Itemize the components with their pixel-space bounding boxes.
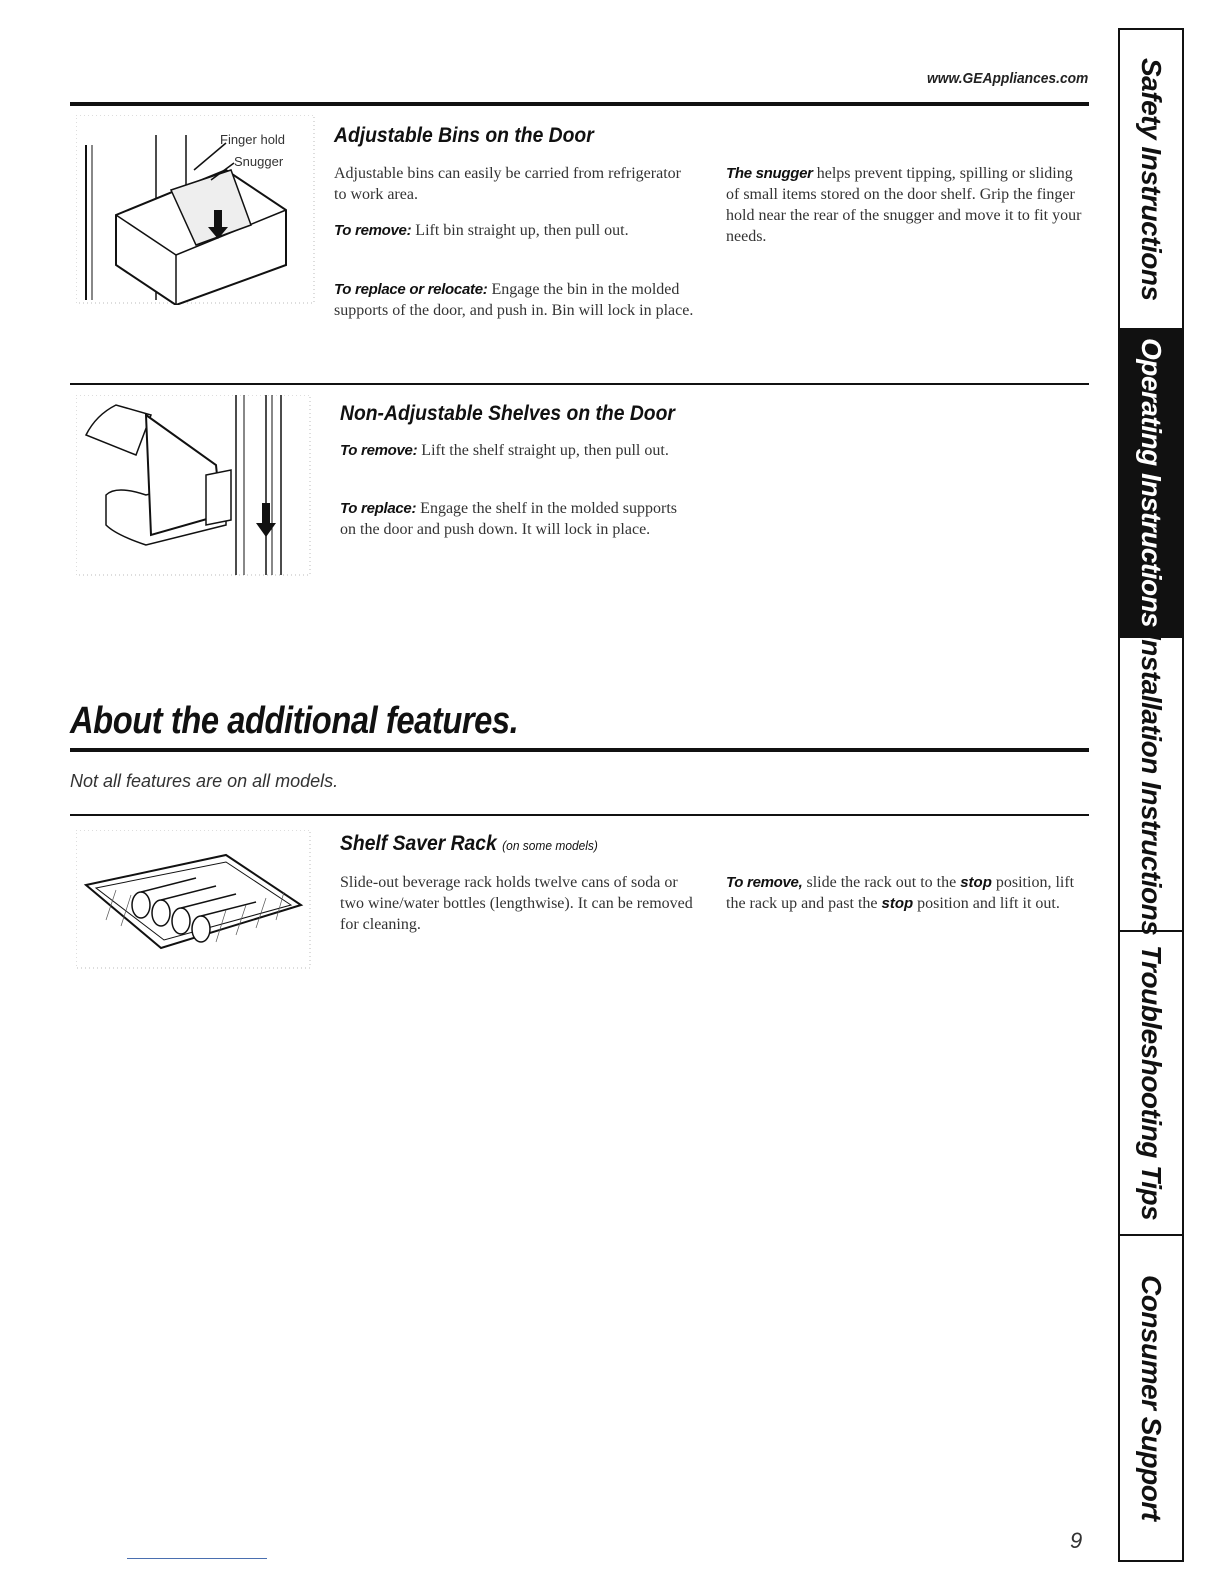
section-title-shelf-saver-rack: [340, 832, 598, 856]
remove-lead: To remove:: [334, 222, 412, 239]
section-tabs: [1118, 28, 1184, 1562]
page-title: About the additional features.: [70, 700, 519, 742]
remove-text-3b: position, lift the rack up and past the: [726, 874, 1075, 912]
section-rule-2: [70, 814, 1089, 816]
non-adjustable-replace: [340, 498, 696, 540]
remove-text-2: Lift the shelf straight up, then pull out.: [417, 442, 669, 459]
shelf-saver-remove: [726, 872, 1080, 914]
footer-line: [127, 1558, 267, 1559]
snugger-text: helps prevent tipping, spilling or sliding of small items stored on the door shelf. Grip the finger hold near the rear of the snugger and move it to fit your needs.: [726, 165, 1082, 245]
tab-operating-instructions[interactable]: [1120, 330, 1182, 638]
non-adjustable-remove: [340, 440, 680, 461]
tab-label: Safety Instructions: [1136, 57, 1167, 301]
replace-lead: To replace or relocate:: [334, 281, 488, 298]
tab-safety-instructions[interactable]: [1120, 30, 1182, 330]
door-shelf-illustration: [76, 395, 312, 577]
replace-text-2: Engage the shelf in the molded supports on the door and push down. It will lock in place.: [340, 500, 678, 538]
remove-text-3a: slide the rack out to the: [802, 874, 961, 891]
replace-text: Engage the bin in the molded supports of the door, and push in. Bin will lock in place.: [334, 281, 694, 319]
title-rule: [70, 748, 1089, 752]
finger-hold-label: Finger hold: [220, 132, 286, 147]
tab-label: Operating Instructions: [1136, 338, 1167, 628]
header-rule: [70, 102, 1089, 106]
remove-text: Lift bin straight up, then pull out.: [411, 222, 629, 239]
snugger-label: Snugger: [234, 154, 284, 169]
website-url: www.GEAppliances.com: [926, 70, 1088, 87]
section-title-non-adjustable-shelves: Non-Adjustable Shelves on the Door: [340, 402, 675, 425]
replace-lead-2: To replace:: [340, 500, 417, 517]
shelf-saver-title-note: (on some models): [502, 838, 598, 853]
shelf-saver-title: Shelf Saver Rack: [340, 832, 497, 855]
tab-label: Installation Instructions: [1136, 632, 1167, 936]
shelf-saver-rack-illustration: [76, 830, 312, 970]
tab-label: Troubleshooting Tips: [1136, 945, 1167, 1221]
adjustable-bins-replace: [334, 279, 696, 321]
remove-lead-3: To remove,: [726, 874, 803, 891]
section-rule-1: [70, 383, 1089, 385]
adjustable-bins-intro: Adjustable bins can easily be carried from refrigerator to work area.: [334, 165, 681, 203]
adjustable-bins-remove: [334, 220, 634, 241]
shelf-saver-intro: Slide-out beverage rack holds twelve cans of soda or two wine/water bottles (lengthwise). It can be removed for cleaning.: [340, 874, 693, 933]
tab-label: Consumer Support: [1136, 1275, 1167, 1521]
remove-lead-2: To remove:: [340, 442, 418, 459]
section-title-adjustable-bins: Adjustable Bins on the Door: [334, 124, 594, 147]
remove-text-3c: position and lift it out.: [913, 895, 1060, 912]
stop-keyword-2: stop: [881, 895, 914, 912]
stop-keyword-1: stop: [960, 874, 992, 891]
page-number: 9: [1070, 1528, 1083, 1553]
page-subtitle: Not all features are on all models.: [70, 771, 339, 791]
tab-consumer-support[interactable]: [1120, 1236, 1182, 1560]
tab-installation-instructions[interactable]: [1120, 632, 1182, 936]
snugger-description: [726, 163, 1088, 247]
tab-troubleshooting-tips[interactable]: [1120, 932, 1182, 1236]
snugger-lead: The snugger: [726, 165, 813, 182]
